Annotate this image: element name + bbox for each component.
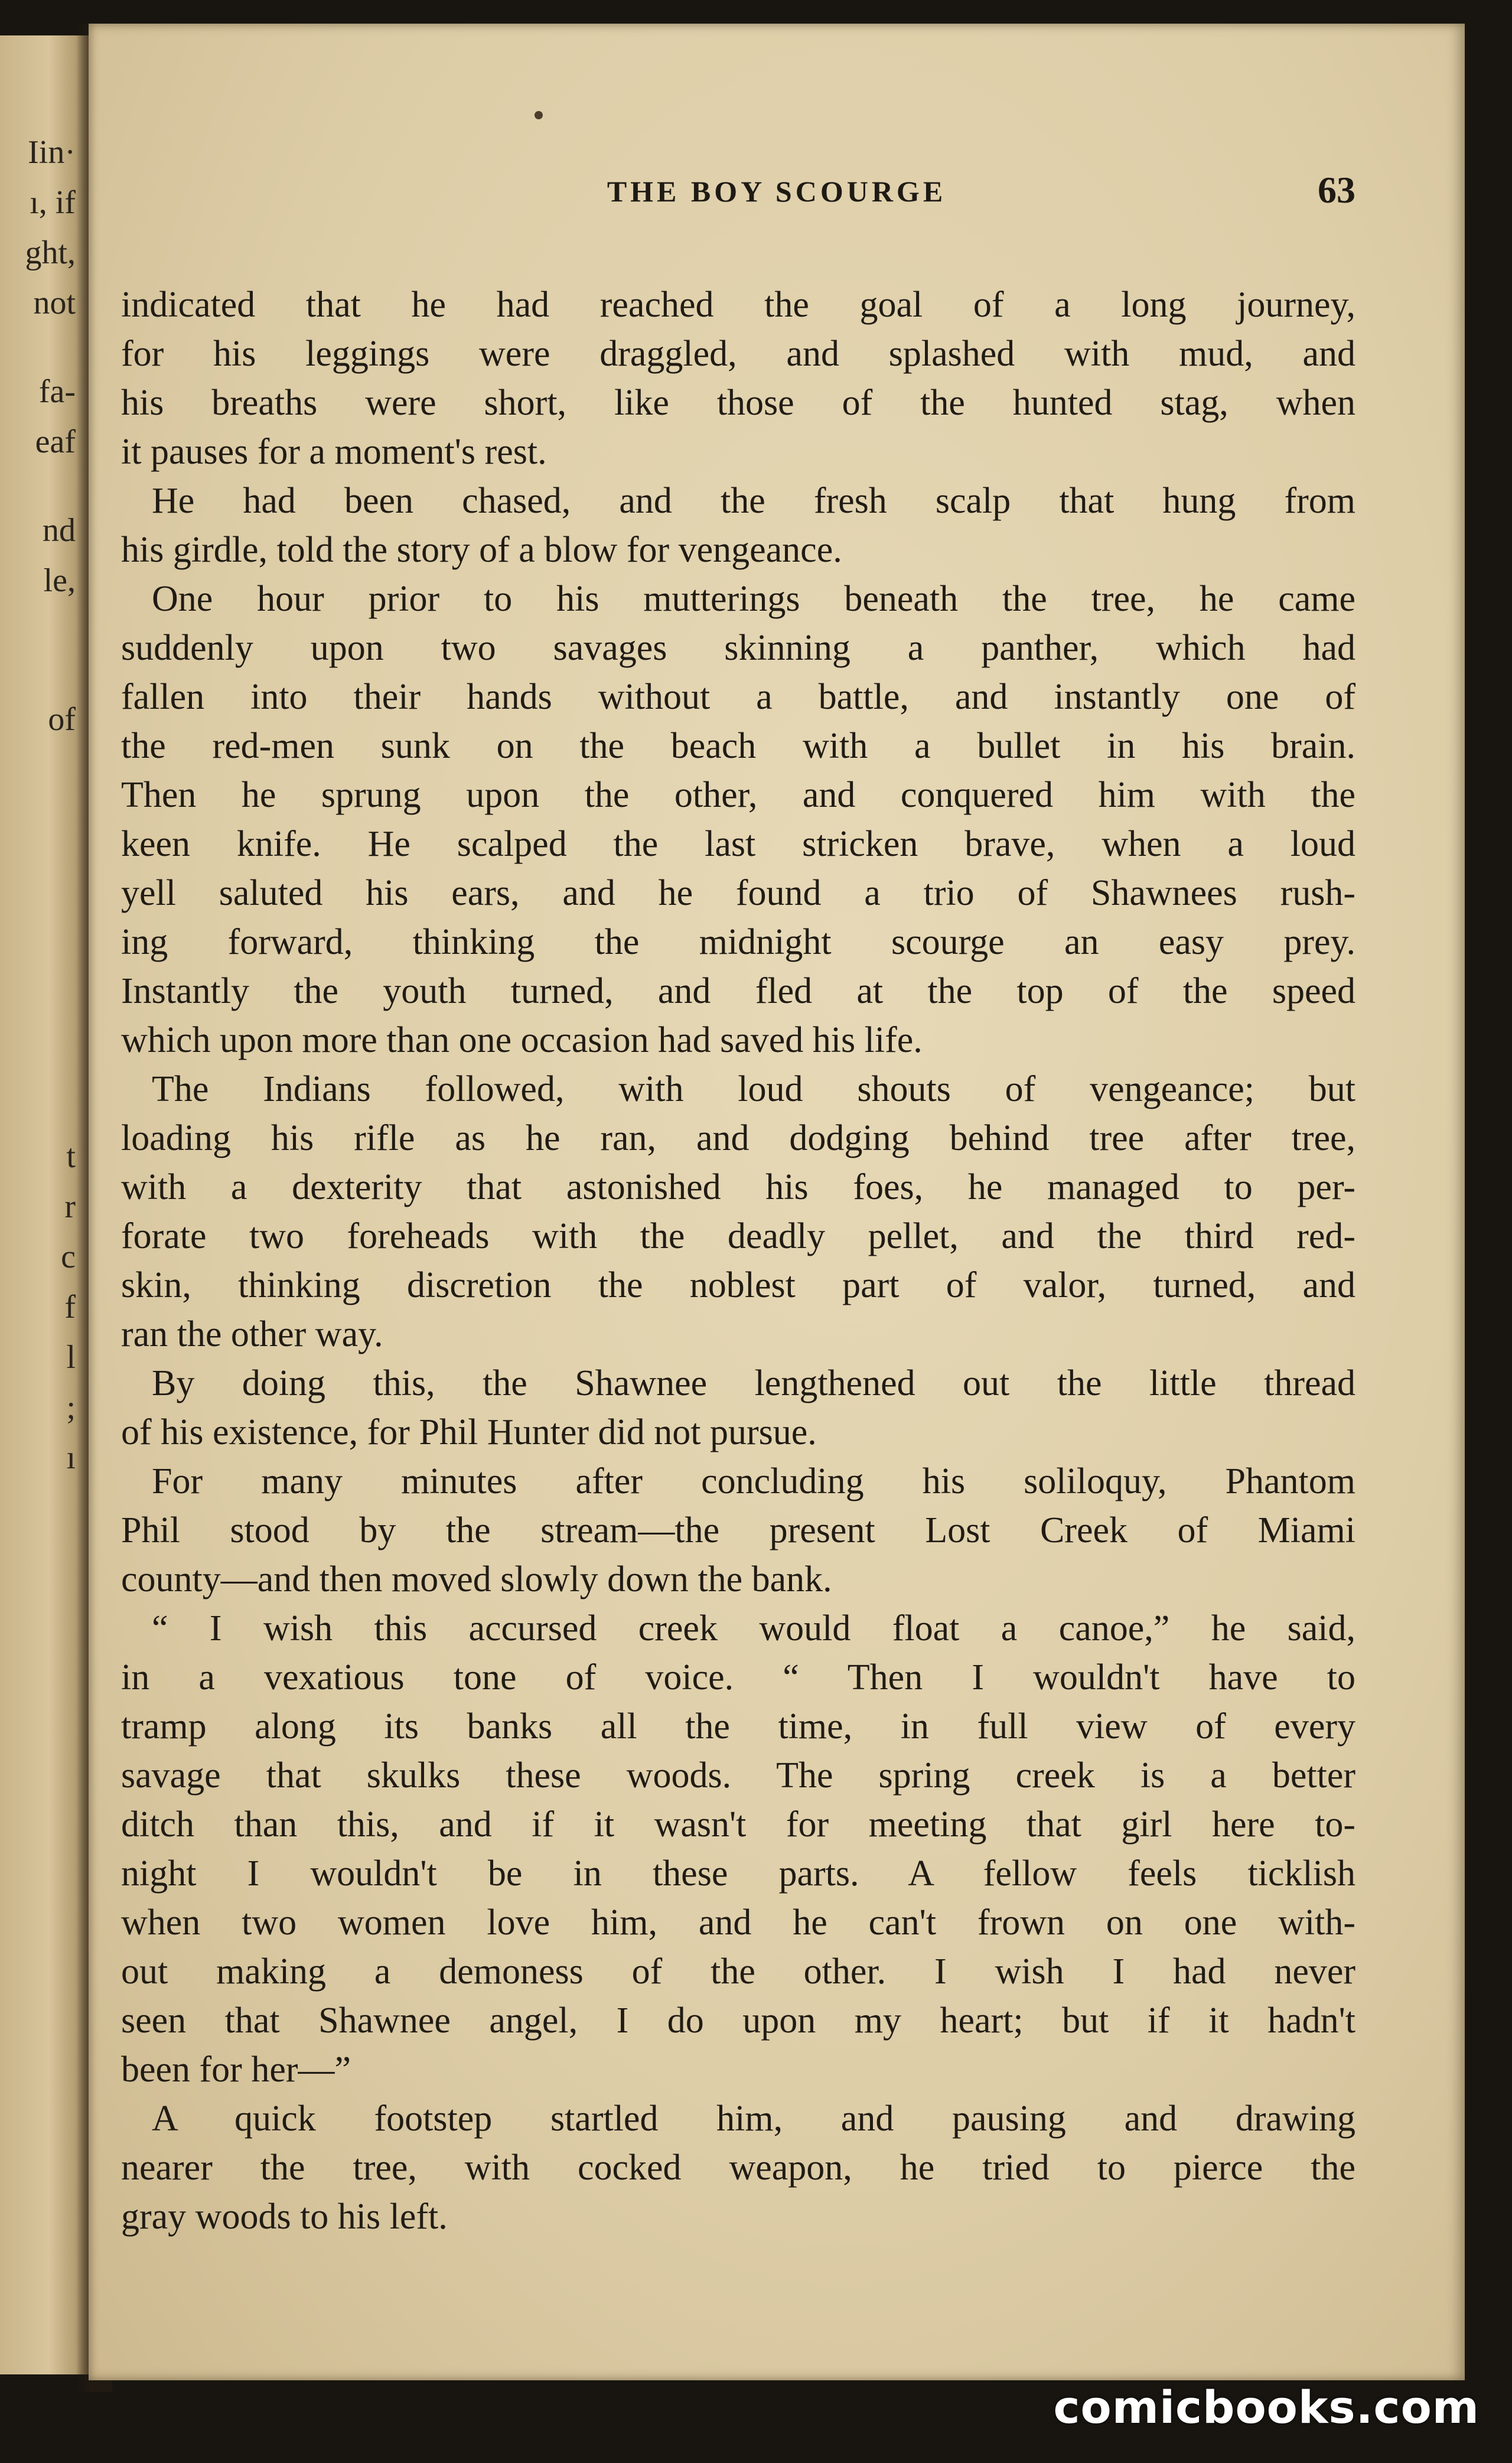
text-line: A quick footstep startled him, and pausing and drawing bbox=[152, 2099, 1355, 2139]
facing-page-fragment: nd bbox=[43, 512, 76, 549]
facing-page-fragment: l bbox=[66, 1339, 76, 1376]
text-line: forate two foreheads with the deadly pellet, and the third red- bbox=[121, 1216, 1355, 1256]
text-line: his breaths were short, like those of the hunted stag, when bbox=[121, 383, 1355, 423]
text-line: nearer the tree, with cocked weapon, he tried to pierce the bbox=[121, 2148, 1355, 2188]
page-number: 63 bbox=[1318, 169, 1355, 211]
text-line: keen knife. He scalped the last stricken brave, when a loud bbox=[121, 824, 1355, 864]
text-line: He had been chased, and the fresh scalp that hung from bbox=[152, 481, 1355, 521]
text-line: night I wouldn't be in these parts. A fellow feels ticklish bbox=[121, 1853, 1355, 1894]
facing-page-fragment: r bbox=[64, 1188, 76, 1225]
facing-page-edge bbox=[0, 35, 89, 2374]
facing-page-fragment: Iin· bbox=[28, 134, 76, 171]
text-line: the red-men sunk on the beach with a bullet in his brain. bbox=[121, 726, 1355, 766]
text-line: which upon more than one occasion had saved his life. bbox=[121, 1020, 923, 1060]
book-page bbox=[89, 24, 1465, 2380]
text-line: ran the other way. bbox=[121, 1314, 383, 1354]
text-line: The Indians followed, with loud shouts of vengeance; but bbox=[152, 1069, 1355, 1109]
text-line: seen that Shawnee angel, I do upon my heart; but if it hadn't bbox=[121, 2001, 1355, 2041]
text-line: Instantly the youth turned, and fled at the top of the speed bbox=[121, 971, 1355, 1011]
text-line: in a vexatious tone of voice. “ Then I wouldn't have to bbox=[121, 1657, 1355, 1698]
text-line: Phil stood by the stream—the present Lost Creek of Miami bbox=[121, 1510, 1355, 1550]
facing-page-fragment: ; bbox=[66, 1389, 76, 1426]
text-line: of his existence, for Phil Hunter did not pursue. bbox=[121, 1412, 817, 1452]
site-watermark: comicbooks.com bbox=[1053, 2381, 1480, 2433]
text-line: One hour prior to his mutterings beneath the tree, he came bbox=[152, 579, 1355, 619]
text-line: For many minutes after concluding his soliloquy, Phantom bbox=[152, 1461, 1355, 1501]
text-line: fallen into their hands without a battle, and instantly one of bbox=[121, 677, 1355, 717]
text-line: with a dexterity that astonished his foes, he managed to per- bbox=[121, 1167, 1355, 1207]
text-line: county—and then moved slowly down the bank. bbox=[121, 1559, 832, 1599]
text-line: it pauses for a moment's rest. bbox=[121, 432, 547, 472]
facing-page-fragment: not bbox=[33, 285, 76, 321]
facing-page-fragment: of bbox=[48, 701, 76, 738]
facing-page-fragment: c bbox=[61, 1239, 76, 1275]
text-line: for his leggings were draggled, and splashed with mud, and bbox=[121, 334, 1355, 374]
text-line: Then he sprung upon the other, and conquered him with the bbox=[121, 775, 1355, 815]
text-line: skin, thinking discretion the noblest part of valor, turned, and bbox=[121, 1265, 1355, 1305]
facing-page-fragment: t bbox=[66, 1138, 76, 1175]
text-line: tramp along its banks all the time, in full view of every bbox=[121, 1706, 1355, 1747]
facing-page-fragment: le, bbox=[43, 562, 76, 599]
text-line: been for her—” bbox=[121, 2050, 351, 2090]
text-line: loading his rifle as he ran, and dodging behind tree after tree, bbox=[121, 1118, 1355, 1158]
text-line: indicated that he had reached the goal of a long journey, bbox=[121, 285, 1355, 325]
text-line: By doing this, the Shawnee lengthened out the little thread bbox=[152, 1363, 1355, 1403]
facing-page-fragment: ght, bbox=[25, 234, 76, 271]
facing-page-fragment: fa- bbox=[38, 373, 76, 410]
facing-page-fragment: eaf bbox=[35, 423, 76, 460]
facing-page-fragment: f bbox=[64, 1289, 76, 1325]
text-line: ing forward, thinking the midnight scourge an easy prey. bbox=[121, 922, 1355, 962]
ink-speck bbox=[535, 111, 543, 119]
text-line: when two women love him, and he can't frown on one with- bbox=[121, 1902, 1355, 1943]
text-line: suddenly upon two savages skinning a panther, which had bbox=[121, 628, 1355, 668]
facing-page-fragment: ı, if bbox=[30, 184, 76, 221]
facing-page-fragment: ı bbox=[66, 1439, 76, 1476]
text-line: yell saluted his ears, and he found a trio of Shawnees rush- bbox=[121, 873, 1355, 913]
text-line: out making a demoness of the other. I wish I had never bbox=[121, 1951, 1355, 1992]
text-line: ditch than this, and if it wasn't for meeting that girl here to- bbox=[121, 1804, 1355, 1845]
text-line: his girdle, told the story of a blow for vengeance. bbox=[121, 530, 842, 570]
body-text bbox=[121, 281, 1355, 2242]
running-title: THE BOY SCOURGE bbox=[607, 175, 947, 208]
text-line: gray woods to his left. bbox=[121, 2197, 448, 2237]
text-line: savage that skulks these woods. The spring creek is a better bbox=[121, 1755, 1355, 1796]
text-line: “ I wish this accursed creek would float a canoe,” he said, bbox=[152, 1608, 1355, 1648]
